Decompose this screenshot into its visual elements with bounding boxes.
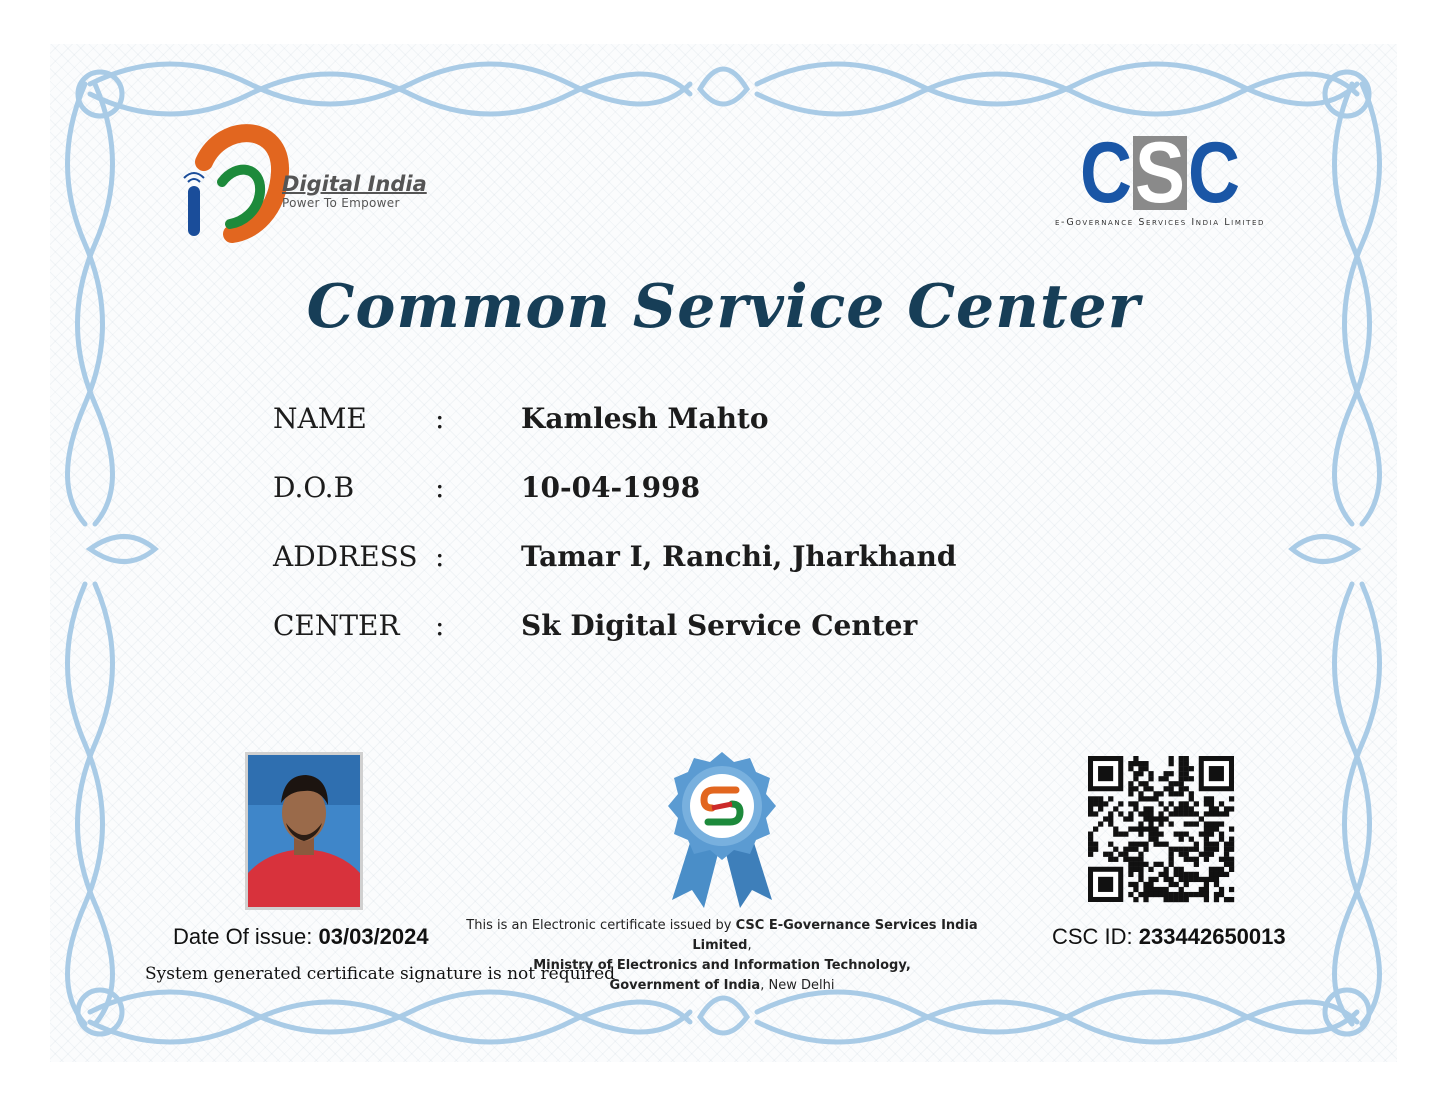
system-note: System generated certificate signature is not required [145, 964, 616, 984]
svg-text:S: S [1135, 125, 1185, 221]
address-label: ADDRESS [273, 540, 418, 573]
notice-ministry: Ministry of Electronics and Information Technology, [533, 958, 911, 973]
colon: : [435, 540, 445, 573]
digital-india-tagline: Power To Empower [282, 196, 400, 210]
name-label: NAME [273, 402, 367, 435]
notice-comma: , [747, 938, 752, 953]
certificate-title: Common Service Center [306, 272, 1141, 342]
notice-government: Government of India [609, 978, 761, 993]
seal-badge-icon [662, 750, 782, 910]
date-of-issue [173, 924, 429, 950]
colon: : [435, 471, 445, 504]
csc-id-label: CSC ID: [1052, 924, 1139, 949]
name-value: Kamlesh Mahto [521, 402, 769, 435]
digital-india-title: Digital India [282, 172, 427, 196]
colon: : [435, 609, 445, 642]
svg-text:C: C [1080, 125, 1132, 221]
digital-india-logo [182, 122, 292, 240]
csc-subtitle: e-Governance Services India Limited [1054, 217, 1266, 228]
digital-india-text [282, 172, 427, 210]
notice-location: , New Delhi [760, 978, 835, 993]
issuer-notice [442, 916, 1002, 996]
dob-value: 10-04-1998 [521, 471, 701, 504]
qr-code [1088, 756, 1234, 902]
csc-id [1052, 924, 1286, 950]
center-label: CENTER [273, 609, 400, 642]
address-value: Tamar I, Ranchi, Jharkhand [521, 540, 957, 573]
issue-label: Date Of issue: [173, 924, 319, 949]
holder-photo [245, 752, 363, 910]
center-value: Sk Digital Service Center [521, 609, 918, 642]
notice-issuer: CSC E-Governance Services India Limited [692, 918, 978, 953]
dob-label: D.O.B [273, 471, 355, 504]
colon: : [435, 402, 445, 435]
issue-date: 03/03/2024 [318, 924, 429, 949]
certificate [50, 44, 1397, 1062]
csc-id-value: 233442650013 [1138, 924, 1286, 949]
notice-text-a: This is an Electronic certificate issued by [466, 918, 736, 933]
csc-logo [1080, 125, 1240, 221]
svg-text:C: C [1188, 125, 1240, 221]
